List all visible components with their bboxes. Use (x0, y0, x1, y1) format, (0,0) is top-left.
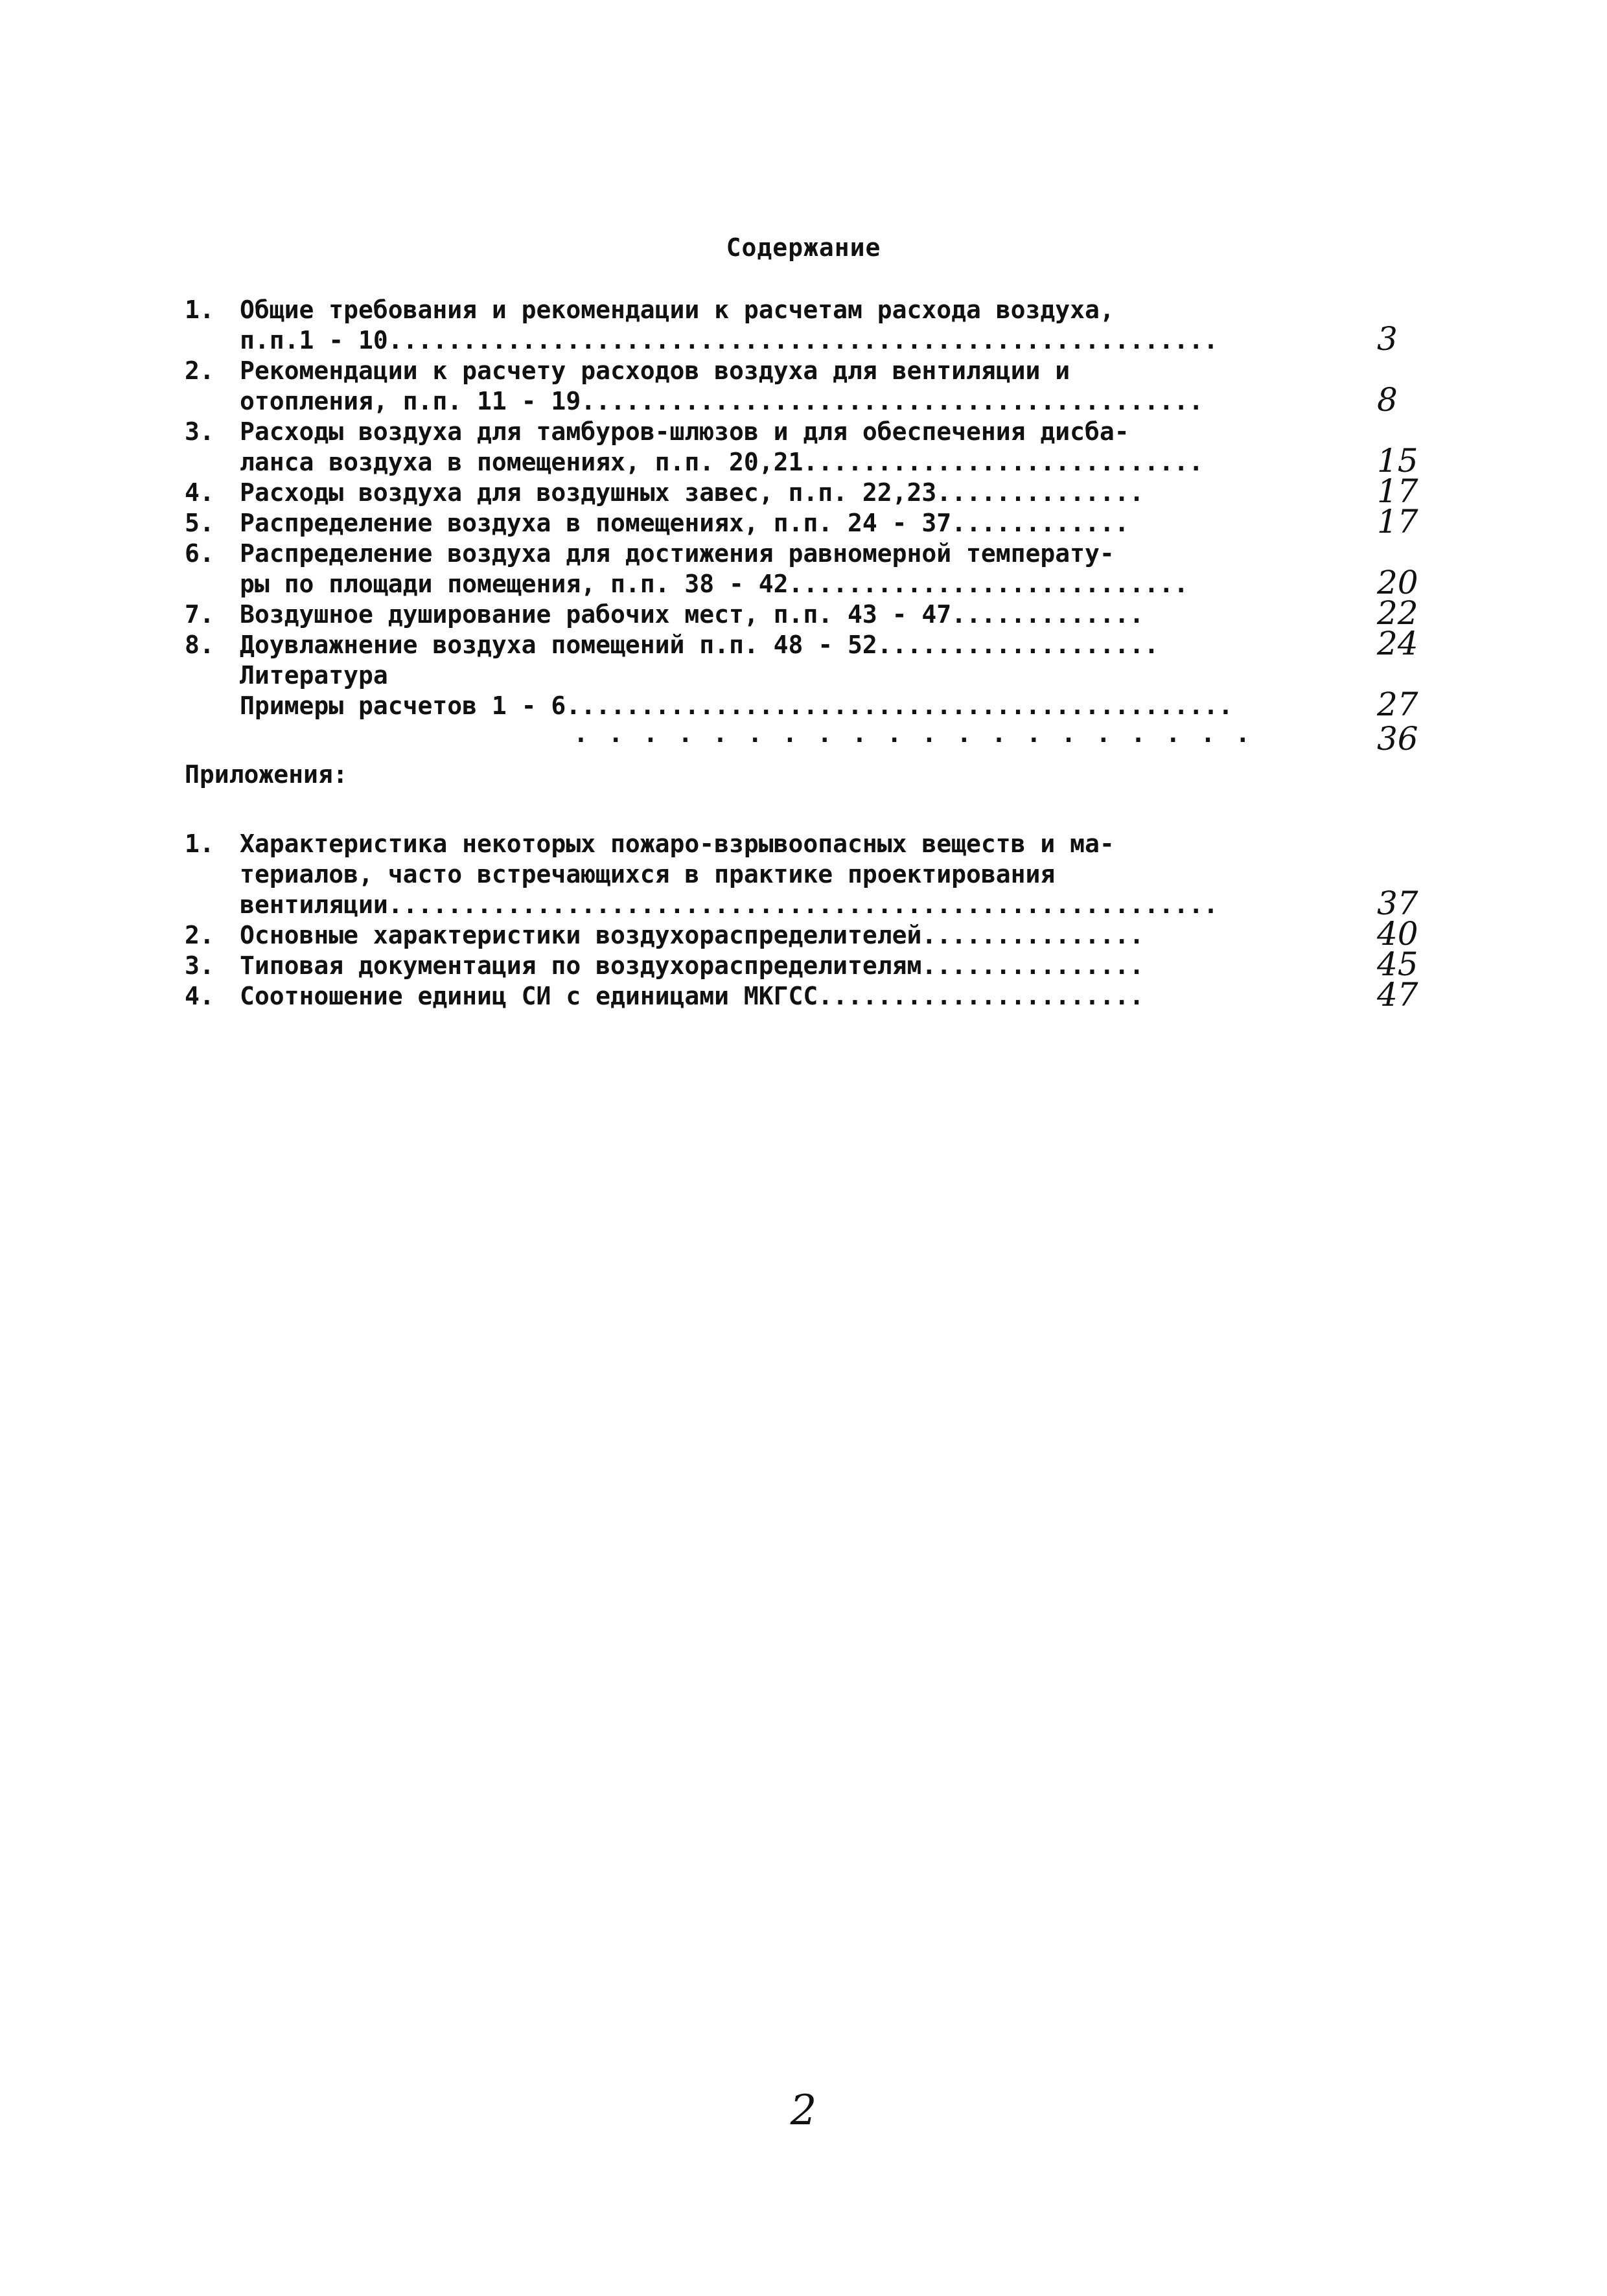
dots-entry (185, 720, 1435, 758)
appendix-number: 1. (185, 829, 214, 858)
toc-entry (185, 417, 1435, 478)
appendix-text: Характеристика некоторых пожаро-взрывоопасных веществ и ма- (240, 829, 1115, 858)
toc-line (185, 508, 1364, 539)
appendix-number: 3. (185, 951, 214, 980)
toc-page: 24 (1377, 625, 1418, 662)
toc-line (185, 599, 1364, 630)
toc-number: 5. (185, 509, 214, 537)
toc-entry (185, 472, 1435, 510)
appendices-list (185, 829, 1435, 1012)
toc-entry (185, 594, 1435, 632)
toc-text: Распределение воздуха для достижения равномерной температу- (240, 539, 1115, 568)
appendix-entry (185, 829, 1435, 920)
toc-entry (185, 503, 1435, 540)
examples-page: 27 (1377, 686, 1418, 723)
contents-list (185, 295, 1435, 660)
appendix-line (185, 981, 1364, 1012)
toc-number: 1. (185, 296, 214, 324)
table-of-contents (185, 295, 1435, 1012)
toc-number: 4. (185, 478, 214, 507)
appendix-number: 4. (185, 982, 214, 1010)
appendix-line (185, 951, 1364, 981)
appendices-heading: Приложения: (185, 760, 348, 789)
toc-entry (185, 625, 1435, 662)
toc-entry (185, 539, 1435, 599)
literature-entry (185, 660, 1435, 691)
page-number: 2 (790, 2087, 817, 2135)
appendix-text: Соотношение единиц СИ с единицами МКГСС...................... (240, 982, 1144, 1010)
toc-page: 22 (1377, 594, 1418, 632)
toc-line (185, 295, 1364, 325)
toc-text: Расходы воздуха для тамбуров-шлюзов и для обеспечения дисба- (240, 417, 1129, 446)
appendix-entry (185, 915, 1435, 953)
toc-page: 17 (1377, 472, 1418, 510)
appendix-line (185, 829, 1364, 859)
toc-text: Рекомендации к расчету расходов воздуха для вентиляции и (240, 356, 1070, 385)
toc-line (185, 539, 1364, 569)
toc-line (185, 478, 1364, 508)
toc-text: Доувлажнение воздуха помещений п.п. 48 - 52................... (240, 631, 1159, 659)
appendix-page: 37 (1377, 885, 1418, 922)
toc-number: 7. (185, 600, 214, 629)
toc-page: 15 (1377, 442, 1418, 480)
toc-line: отопления, п.п. 11 - 19.......................................... (240, 387, 1204, 415)
appendix-text: Основные характеристики воздухораспределителей............... (240, 921, 1144, 949)
appendix-page: 40 (1377, 915, 1418, 953)
toc-line (185, 417, 1364, 447)
toc-text: Общие требования и рекомендации к расчетам расхода воздуха, (240, 296, 1115, 324)
toc-number: 2. (185, 356, 214, 385)
appendix-entry (185, 945, 1435, 983)
appendix-entry (185, 976, 1435, 1014)
appendix-line: териалов, часто встречающихся в практике проектирования (240, 860, 1056, 888)
toc-entry (185, 356, 1435, 417)
toc-page: 20 (1377, 564, 1418, 601)
examples-label: Примеры расчетов 1 - 6............................................. (240, 691, 1233, 720)
toc-text: Воздушное душирование рабочих мест, п.п. 43 - 47............. (240, 600, 1144, 629)
toc-number: 3. (185, 417, 214, 446)
toc-page: 17 (1377, 503, 1418, 540)
appendix-page: 47 (1377, 976, 1418, 1014)
appendix-line (185, 920, 1364, 951)
toc-page: 8 (1377, 381, 1398, 419)
toc-line: ланса воздуха в помещениях, п.п. 20,21........................... (240, 448, 1204, 476)
toc-number: 6. (185, 539, 214, 568)
toc-line (185, 356, 1364, 386)
toc-line: ры по площади помещения, п.п. 38 - 42........................... (240, 570, 1189, 598)
appendix-number: 2. (185, 921, 214, 949)
toc-text: Расходы воздуха для воздушных завес, п.п. 22,23.............. (240, 478, 1144, 507)
toc-entry (185, 295, 1435, 356)
toc-line (185, 630, 1364, 660)
dots-page: 36 (1377, 720, 1418, 758)
toc-text: Распределение воздуха в помещениях, п.п. 24 - 37............ (240, 509, 1129, 537)
toc-line: п.п.1 - 10........................................................ (240, 326, 1218, 354)
literature-label: Литература (240, 661, 388, 690)
toc-page: 3 (1377, 320, 1398, 358)
toc-number: 8. (185, 631, 214, 659)
dots-leader: · · · · · · · · · · · · · · · · · · · · (573, 726, 1253, 754)
appendix-line: вентиляции........................................................ (240, 890, 1218, 919)
appendix-text: Типовая документация по воздухораспределителям............... (240, 951, 1144, 980)
appendix-page: 45 (1377, 945, 1418, 983)
page-title: Содержание (726, 233, 881, 262)
examples-entry (185, 686, 1435, 723)
